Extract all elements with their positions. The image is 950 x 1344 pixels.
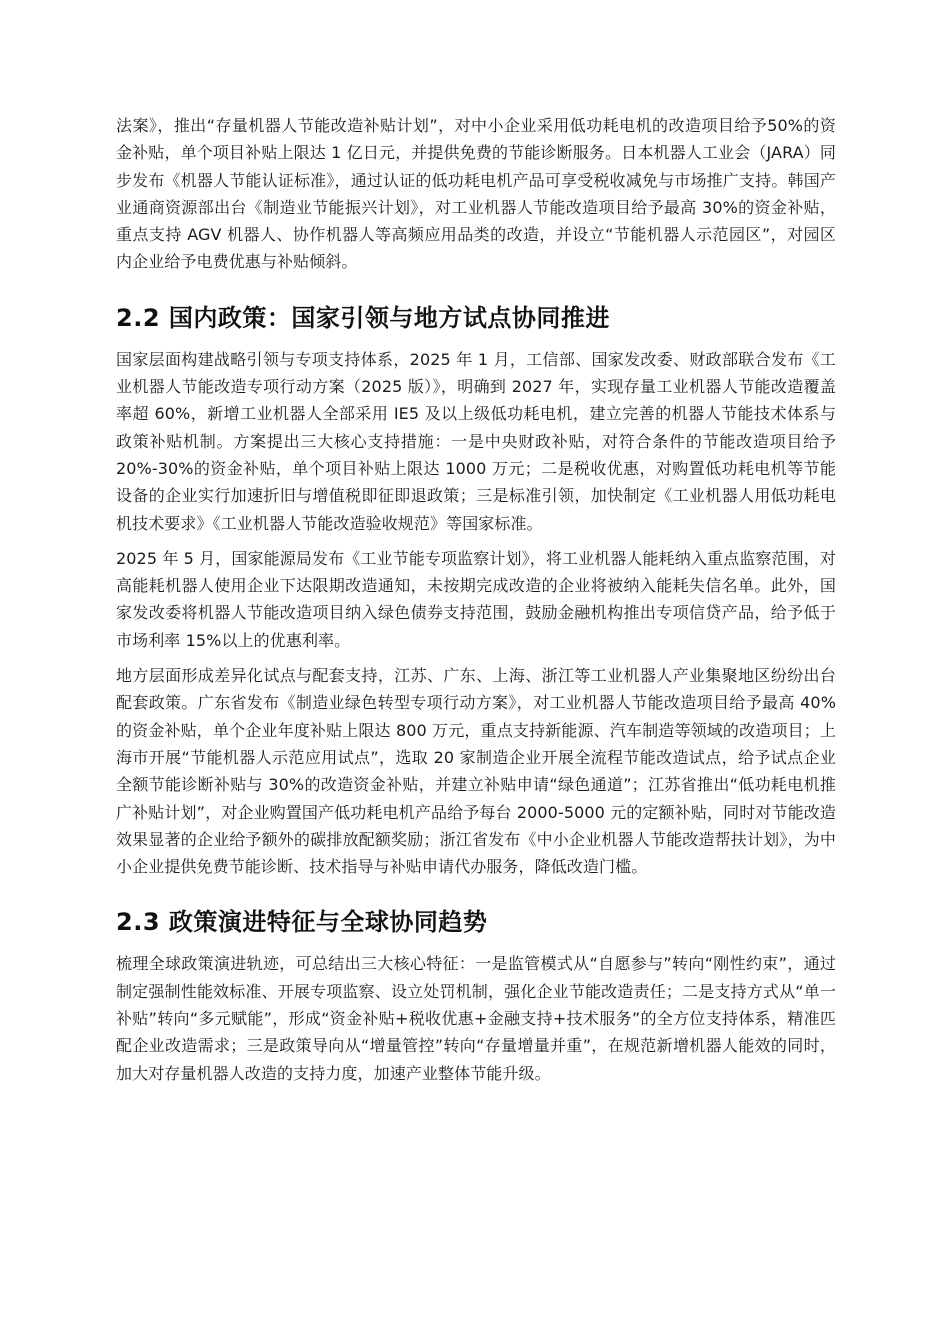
energy-bureau-paragraph: 2025 年 5 月，国家能源局发布《工业节能专项监察计划》，将工业机器人能耗纳入重点监察范围，对高能耗机器人使用企业下达限期改造通知，未按期完成改造的企业将被纳入能耗失信名单。此外，国家发改委将机器人节能改造项目纳入绿色债券支持范围，鼓励金融机构推出专项信贷产品，给予低于市场利率 15%以上的优惠利率。 bbox=[116, 548, 836, 650]
trends-paragraph: 梳理全球政策演进轨迹，可总结出三大核心特征：一是监管模式从“自愿参与”转向“刚性约束”，通过制定强制性能效标准、开展专项监察、设立处罚机制，强化企业节能改造责任；二是支持方式从“单一补贴”转向“多元赋能”，形成“资金补贴+税收优惠+金融支持+技术服务”的全方位支持体系，精准匹配企业改造需求；三是政策导向从“增量管控”转向“存量增量并重”，在规范新增机器人能效的同时，加大对存量机器人改造的支持力度，加速产业整体节能升级。 bbox=[116, 954, 836, 1083]
local-policy-paragraph: 地方层面形成差异化试点与配套支持，江苏、广东、上海、浙江等工业机器人产业集聚地区纷纷出台配套政策。广东省发布《制造业绿色转型专项行动方案》，对工业机器人节能改造项目给予最高 40%的资金补贴，单个企业年度补贴上限达 800 万元，重点支持新能源、汽车制造等领域的改造项目；上海市开展“节能机器人示范应用试点”，选取 20 家制造企业开展全流程节能改造试点，给予试点企业全额节能诊断补贴与 30%的改造资金补贴，并建立补贴申请“绿色通道”；江苏省推出“低功耗电机推广补贴计划”，对企业购置国产低功耗电机产品给予每台 2000-5000 元的定额补贴，同时对节能改造效果显著的企业给予额外的碳排放配额奖励；浙江省发布《中小企业机器人节能改造帮扶计划》，为中小企业提供免费节能诊断、技术指导与补贴申请代办服务，降低改造门槛。 bbox=[116, 666, 836, 877]
intro-paragraph: 法案》，推出“存量机器人节能改造补贴计划”，对中小企业采用低功耗电机的改造项目给予50%的资金补贴，单个项目补贴上限达 1 亿日元，并提供免费的节能诊断服务。日本机器人工业会（JARA）同步发布《机器人节能认证标准》，通过认证的低功耗电机产品可享受税收减免与市场推广支持。韩国产业通商资源部出台《制造业节能振兴计划》，对工业机器人节能改造项目给予最高 30%的资金补贴，重点支持 AGV 机器人、协作机器人等高频应用品类的改造，并设立“节能机器人示范园区”，对园区内企业给予电费优惠与补贴倾斜。 bbox=[116, 116, 836, 272]
section-2-2-heading: 2.2 国内政策：国家引领与地方试点协同推进 bbox=[116, 303, 610, 332]
section-2-3-heading: 2.3 政策演进特征与全球协同趋势 bbox=[116, 908, 488, 937]
national-policy-paragraph: 国家层面构建战略引领与专项支持体系，2025 年 1 月，工信部、国家发改委、财政部联合发布《工业机器人节能改造专项行动方案（2025 版）》，明确到 2027 年，实现存量工业机器人节能改造覆盖率超 60%，新增工业机器人全部采用 IE5 及以上级低功耗电机，建立完善的机器人节能技术体系与政策补贴机制。方案提出三大核心支持措施：一是中央财政补贴，对符合条件的节能改造项目给予 20%-30%的资金补贴，单个项目补贴上限达 1000 万元；二是税收优惠，对购置低功耗电机等节能设备的企业实行加速折旧与增值税即征即退政策；三是标准引领，加快制定《工业机器人用低功耗电机技术要求》《工业机器人节能改造验收规范》等国家标准。 bbox=[116, 349, 836, 533]
document-page bbox=[116, 112, 836, 1087]
